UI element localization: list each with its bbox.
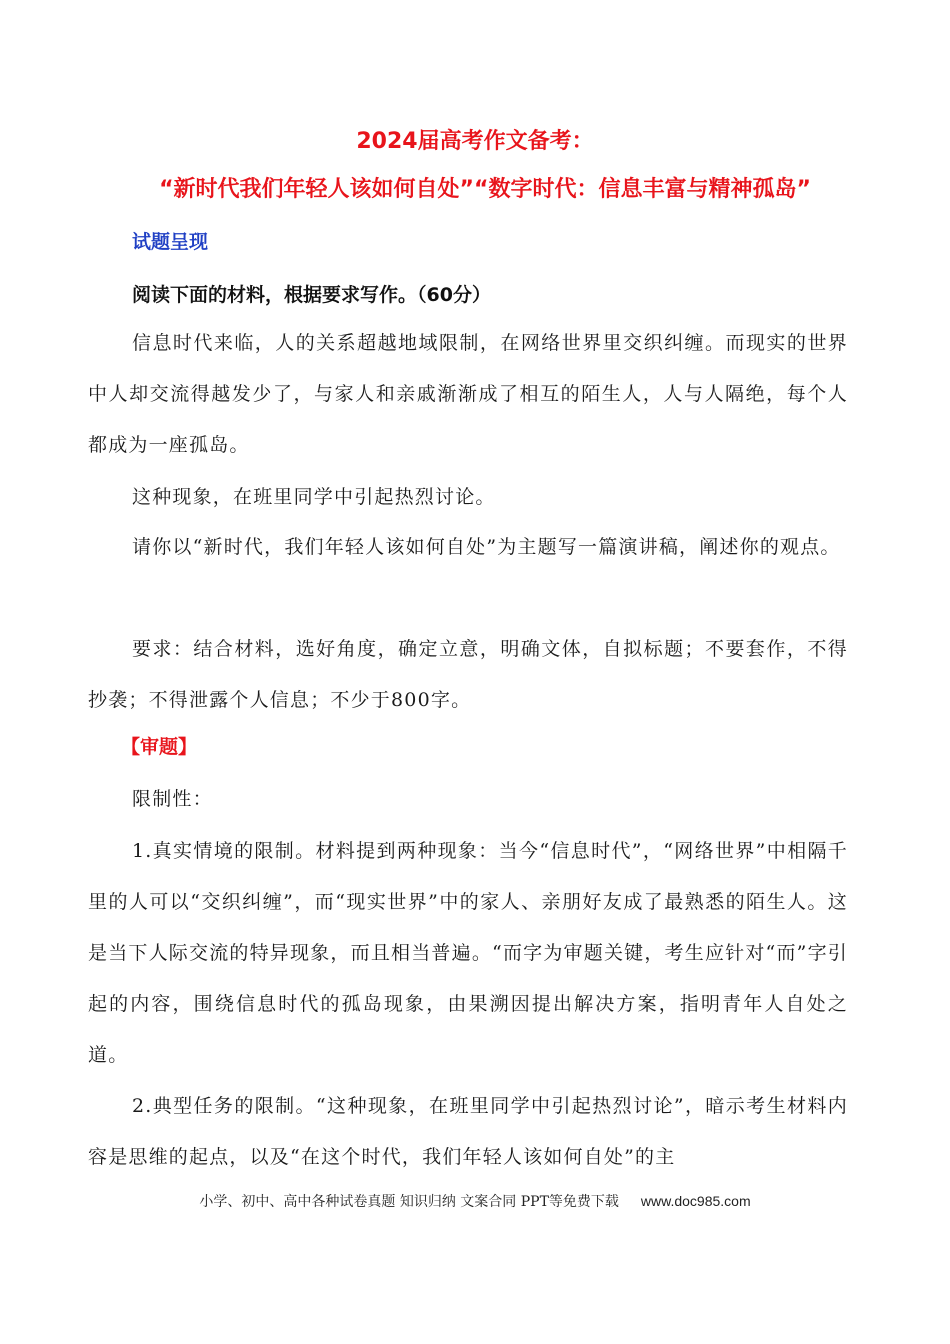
footer-text: 小学、初中、高中各种试卷真题 知识归纳 文案合同 PPT等免费下载 <box>199 1194 619 1210</box>
analysis-heading: 【审题】 <box>121 736 198 758</box>
document-title-line1: 2024届高考作文备考： <box>356 129 594 154</box>
requirements-paragraph: 要求：结合材料，选好角度，确定立意，明确文体，自拟标题；不要套作，不得抄袭；不得泄露个人信息；不少于800字。 <box>88 638 848 711</box>
section-heading: 试题呈现 <box>132 231 209 253</box>
footer-url[interactable]: www.doc985.com <box>640 1193 751 1209</box>
material-paragraph-3: 请你以“新时代，我们年轻人该如何自处”为主题写一篇演讲稿，阐述你的观点。 <box>132 536 841 558</box>
analysis-paragraph-2: 1.真实情境的限制。材料提到两种现象：当今“信息时代”，“网络世界”中相隔千里的人可以“交织纠缠”，而“现实世界”中的家人、亲朋好友成了最熟悉的陌生人。这是当下人际交流的特异现象，而且相当普遍。“而字为审题关键，考生应针对“而”字引起的内容，围绕信息时代的孤岛现象，由果溯因提出解决方案，指明青年人自处之道。 <box>88 840 848 1066</box>
analysis-paragraph-3: 2.典型任务的限制。“这种现象，在班里同学中引起热烈讨论”，暗示考生材料内容是思维的起点，以及“在这个时代，我们年轻人该如何自处”的主 <box>88 1095 848 1168</box>
document-title-line2: “新时代我们年轻人该如何自处”“数字时代：信息丰富与精神孤岛” <box>159 177 811 202</box>
page-footer <box>0 1191 950 1212</box>
analysis-paragraph-1: 限制性： <box>132 788 213 810</box>
material-paragraph-2: 这种现象，在班里同学中引起热烈讨论。 <box>132 486 496 508</box>
instruction-text: 阅读下面的材料，根据要求写作。（60分） <box>132 284 491 306</box>
material-paragraph-1: 信息时代来临，人的关系超越地域限制，在网络世界里交织纠缠。而现实的世界中人却交流得越发少了，与家人和亲戚渐渐成了相互的陌生人，人与人隔绝，每个人都成为一座孤岛。 <box>88 332 848 456</box>
